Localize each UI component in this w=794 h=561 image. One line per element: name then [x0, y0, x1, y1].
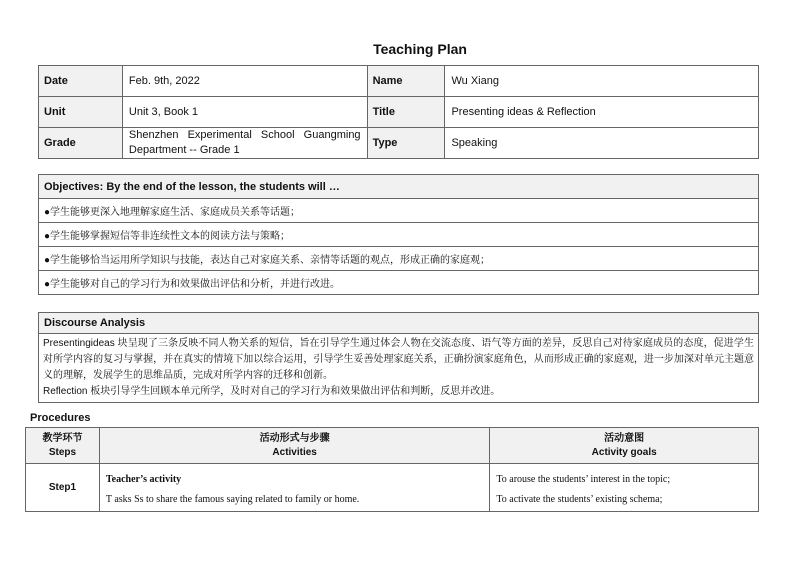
activity-cell [99, 464, 489, 512]
date-value: Feb. 9th, 2022 [122, 66, 367, 97]
col-header-en: Steps [48, 446, 77, 458]
grade-value-line1: Shenzhen Experimental School Guangming [128, 129, 361, 141]
discourse-body [39, 334, 759, 403]
type-label: Type [367, 128, 445, 159]
unit-label: Unit [39, 97, 123, 128]
grade-value-line2: Department -- Grade 1 [128, 144, 240, 156]
col-header-steps [26, 428, 100, 464]
objectives-table [38, 174, 759, 295]
goal-text: To arouse the students’ interest in the topic; [496, 474, 671, 485]
discourse-heading: Discourse Analysis [39, 313, 759, 334]
grade-value [122, 128, 367, 159]
activity-text: T asks Ss to share the famous saying related to family or home. [105, 494, 360, 505]
table-row [26, 464, 759, 512]
goal-cell [490, 464, 759, 512]
procedures-label: Procedures [30, 412, 91, 424]
col-header-cn: 活动意图 [604, 432, 645, 444]
type-value: Speaking [445, 128, 759, 159]
info-row-unit [39, 97, 759, 128]
title-value: Presenting ideas & Reflection [445, 97, 759, 128]
procedures-header-row [26, 428, 759, 464]
objectives-heading: Objectives: By the end of the lesson, the students will … [39, 175, 759, 199]
title-label: Title [367, 97, 445, 128]
name-label: Name [367, 66, 445, 97]
col-header-goals [490, 428, 759, 464]
discourse-paragraph: Reflection 板块引导学生回顾本单元所学，及时对自己的学习行为和效果做出评估和判断，反思并改进。 [43, 386, 501, 397]
info-row-grade [39, 128, 759, 159]
activity-title: Teacher’s activity [105, 474, 182, 485]
objective-item: ●学生能够更深入地理解家庭生活、家庭成员关系等话题； [39, 199, 759, 223]
col-header-cn: 教学环节 [42, 432, 83, 444]
unit-value: Unit 3, Book 1 [122, 97, 367, 128]
name-value: Wu Xiang [445, 66, 759, 97]
col-header-en: Activities [272, 446, 317, 458]
info-row-date [39, 66, 759, 97]
col-header-activities [99, 428, 489, 464]
page-title: Teaching Plan [373, 41, 467, 57]
objective-item: ●学生能够恰当运用所学知识与技能，表达自己对家庭关系、亲情等话题的观点，形成正确的家庭观； [39, 247, 759, 271]
discourse-table [38, 312, 759, 403]
objective-item: ●学生能够掌握短信等非连续性文本的阅读方法与策略； [39, 223, 759, 247]
date-label: Date [39, 66, 123, 97]
col-header-en: Activity goals [591, 446, 657, 458]
procedures-table [25, 427, 759, 512]
info-table [38, 65, 759, 159]
discourse-paragraph: Presentingideas 块呈现了三条反映不同人物关系的短信，旨在引导学生通过体会人物在交流态度、语气等方面的差异，反思自己对待家庭成员的态度，促进学生对所学内容的复习与掌握，并在真实的情境下加以综合运用，引导学生妥善处理家庭关系，正确扮演家庭角色，从而形成正确的家庭观，进一步加深对单元主题意义的理解，发展学生的思维品质，完成对所学内容的迁移和创新。 [43, 338, 754, 381]
col-header-cn: 活动形式与步骤 [259, 432, 330, 444]
goal-text: To activate the students’ existing schema; [496, 494, 663, 505]
step-cell: Step1 [26, 464, 100, 512]
objective-item: ●学生能够对自己的学习行为和效果做出评估和分析，并进行改进。 [39, 271, 759, 295]
grade-label: Grade [39, 128, 123, 159]
